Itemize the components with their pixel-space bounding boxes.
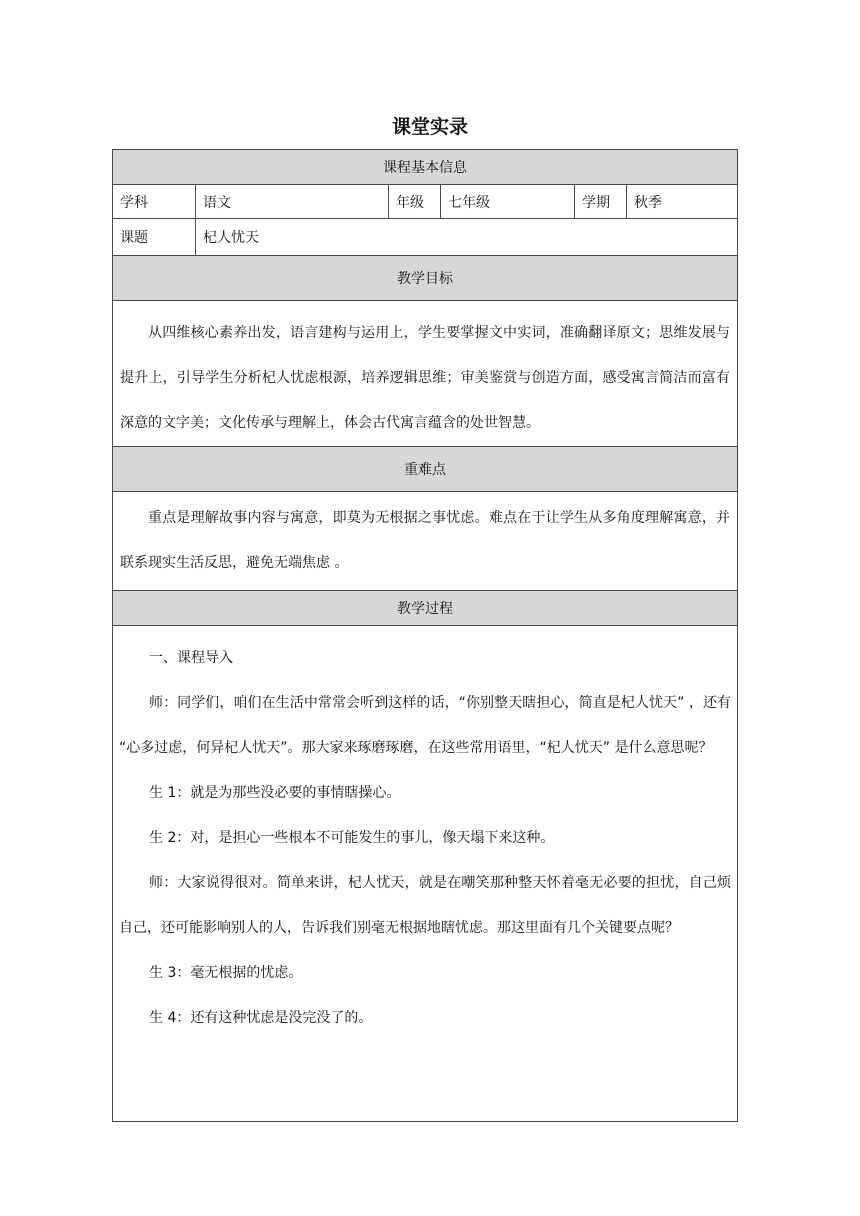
page-title: 课堂实录 bbox=[391, 116, 468, 138]
objectives-header: 教学目标 bbox=[113, 256, 738, 301]
topic-value: 杞人忧天 bbox=[196, 219, 738, 256]
process-content bbox=[113, 626, 738, 1122]
process-paragraph: 生 2：对，是担心一些根本不可能发生的事儿，像天塌下来这种。 bbox=[149, 830, 555, 846]
topic-label: 课题 bbox=[113, 219, 196, 256]
process-paragraph: 生 1：就是为那些没必要的事情瞎操心。 bbox=[149, 785, 401, 801]
subject-value: 语文 bbox=[196, 185, 389, 219]
lesson-record-table bbox=[112, 149, 738, 1122]
basic-info-header: 课程基本信息 bbox=[113, 150, 738, 185]
process-paragraph: 师：同学们，咱们在生活中常常会听到这样的话，“你别整天瞎担心，简直是杞人忧天” ，还有 “心多过虑，何异杞人忧天”。那大家来琢磨琢磨，在这些常用语里，“杞人忧天” 是什么意思呢？ bbox=[119, 695, 732, 756]
grade-value: 七年级 bbox=[441, 185, 575, 219]
key-points-header: 重难点 bbox=[113, 447, 738, 492]
process-header: 教学过程 bbox=[113, 591, 738, 626]
process-paragraph: 师：大家说得很对。简单来讲，杞人忧天，就是在嘲笑那种整天怀着毫无必要的担忧，自己烦自己，还可能影响别人的人，告诉我们别毫无根据地瞎忧虑。那这里面有几个关键要点呢？ bbox=[119, 875, 732, 936]
grade-label: 年级 bbox=[389, 185, 441, 219]
objectives-text: 从四维核心素养出发，语言建构与运用上，学生要掌握文中实词，准确翻译原文；思维发展与提升上，引导学生分析杞人忧虑根源，培养逻辑思维；审美鉴赏与创造方面，感受寓言简洁而富有深意的文字美；文化传承与理解上，体会古代寓言蕴含的处世智慧。 bbox=[113, 301, 738, 447]
key-points-text: 重点是理解故事内容与寓意，即莫为无根据之事忧虑。难点在于让学生从多角度理解寓意，并联系现实生活反思，避免无端焦虑 。 bbox=[113, 492, 738, 591]
subject-label: 学科 bbox=[113, 185, 196, 219]
process-paragraph: 生 4：还有这种忧虑是没完没了的。 bbox=[149, 1010, 373, 1026]
process-intro-heading: 一、课程导入 bbox=[149, 650, 233, 666]
term-value: 秋季 bbox=[627, 185, 738, 219]
process-paragraph: 生 3：毫无根据的忧虑。 bbox=[149, 965, 303, 981]
term-label: 学期 bbox=[575, 185, 627, 219]
